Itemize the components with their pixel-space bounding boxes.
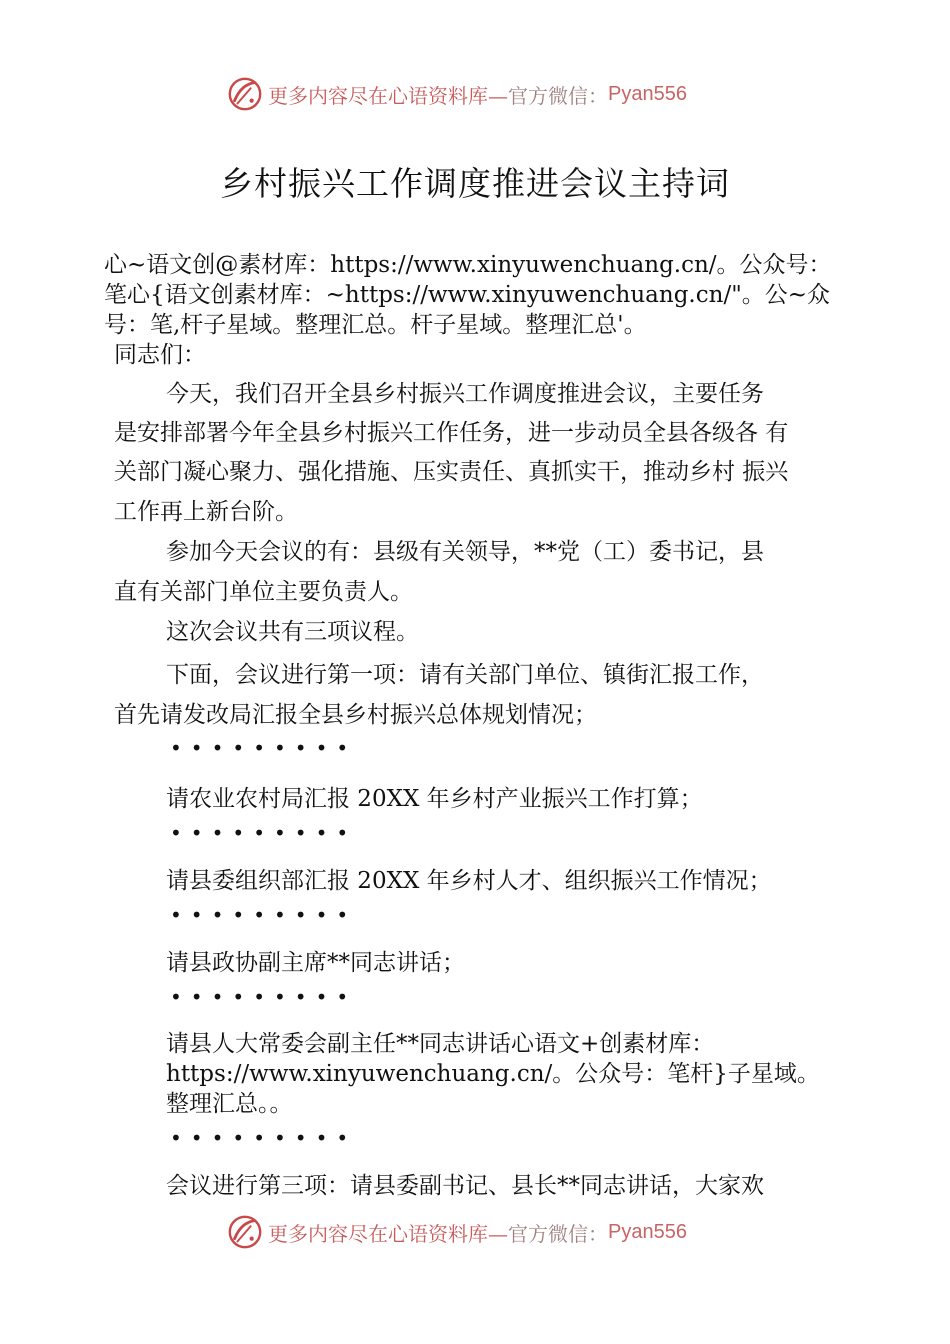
logo-icon xyxy=(226,1213,264,1251)
paragraph-line: 首先请发改局汇报全县乡村振兴总体规划情况； xyxy=(114,702,597,728)
paragraph-line: 关部门凝心聚力、强化措施、压实责任、真抓实干，推动乡村 振兴 xyxy=(114,459,789,485)
banner-text: 更多内容尽在心语资料库— xyxy=(268,83,508,108)
greeting: 同志们： xyxy=(114,342,206,368)
footer-banner xyxy=(226,1212,687,1252)
dot-separator: ••••••••• xyxy=(170,985,358,1009)
paragraph-line: 这次会议共有三项议程。 xyxy=(166,619,419,645)
agenda-item: 请县委组织部汇报 20XX 年乡村人才、组织振兴工作情况； xyxy=(166,868,772,894)
logo-icon xyxy=(226,75,264,113)
paragraph-line: 参加今天会议的有：县级有关领导，**党（工）委书记，县 xyxy=(166,539,764,565)
banner-label: 官方微信： xyxy=(508,1221,608,1246)
agenda-item: 整理汇总。。 xyxy=(166,1091,293,1117)
agenda-item: 会议进行第三项：请县委副书记、县长**同志讲话，大家欢 xyxy=(166,1173,764,1199)
banner-text: 更多内容尽在心语资料库— xyxy=(268,1221,508,1246)
dot-separator: ••••••••• xyxy=(170,736,358,760)
paragraph-line: 是安排部署今年全县乡村振兴工作任务，进一步动员全县各级各 有 xyxy=(114,420,789,446)
page-title: 乡村振兴工作调度推进会议主持词 xyxy=(220,164,730,203)
dot-separator: ••••••••• xyxy=(170,1126,358,1150)
agenda-item: https://www.xinyuwenchuang.cn/。公众号：笔杆}子星域。 xyxy=(166,1061,820,1087)
paragraph-line: 下面，会议进行第一项：请有关部门单位、镇街汇报工作， xyxy=(166,662,764,688)
agenda-item: 请农业农村局汇报 20XX 年乡村产业振兴工作打算； xyxy=(166,786,703,812)
paragraph-line: 直有关部门单位主要负责人。 xyxy=(114,579,413,605)
dot-separator: ••••••••• xyxy=(170,821,358,845)
header-banner xyxy=(226,74,687,114)
watermark-line: 心~语文创@素材库：https://www.xinyuwenchuang.cn/。公众号： xyxy=(104,252,832,278)
watermark-line: 号：笔,杆子星域。整理汇总。杆子星域。整理汇总'。 xyxy=(104,312,647,338)
agenda-item: 请县人大常委会副主任**同志讲话心语文+创素材库： xyxy=(166,1031,715,1057)
banner-label: 官方微信： xyxy=(508,83,608,108)
banner-id: Pyan556 xyxy=(608,1220,687,1243)
banner-id: Pyan556 xyxy=(608,82,687,105)
paragraph-line: 工作再上新台阶。 xyxy=(114,499,298,525)
dot-separator: ••••••••• xyxy=(170,903,358,927)
paragraph-line: 今天，我们召开全县乡村振兴工作调度推进会议，主要任务 xyxy=(166,381,764,407)
agenda-item: 请县政协副主席**同志讲话； xyxy=(166,950,465,976)
watermark-line: 笔心{语文创素材库：~https://www.xinyuwenchuang.cn/"。公~众 xyxy=(104,282,831,308)
